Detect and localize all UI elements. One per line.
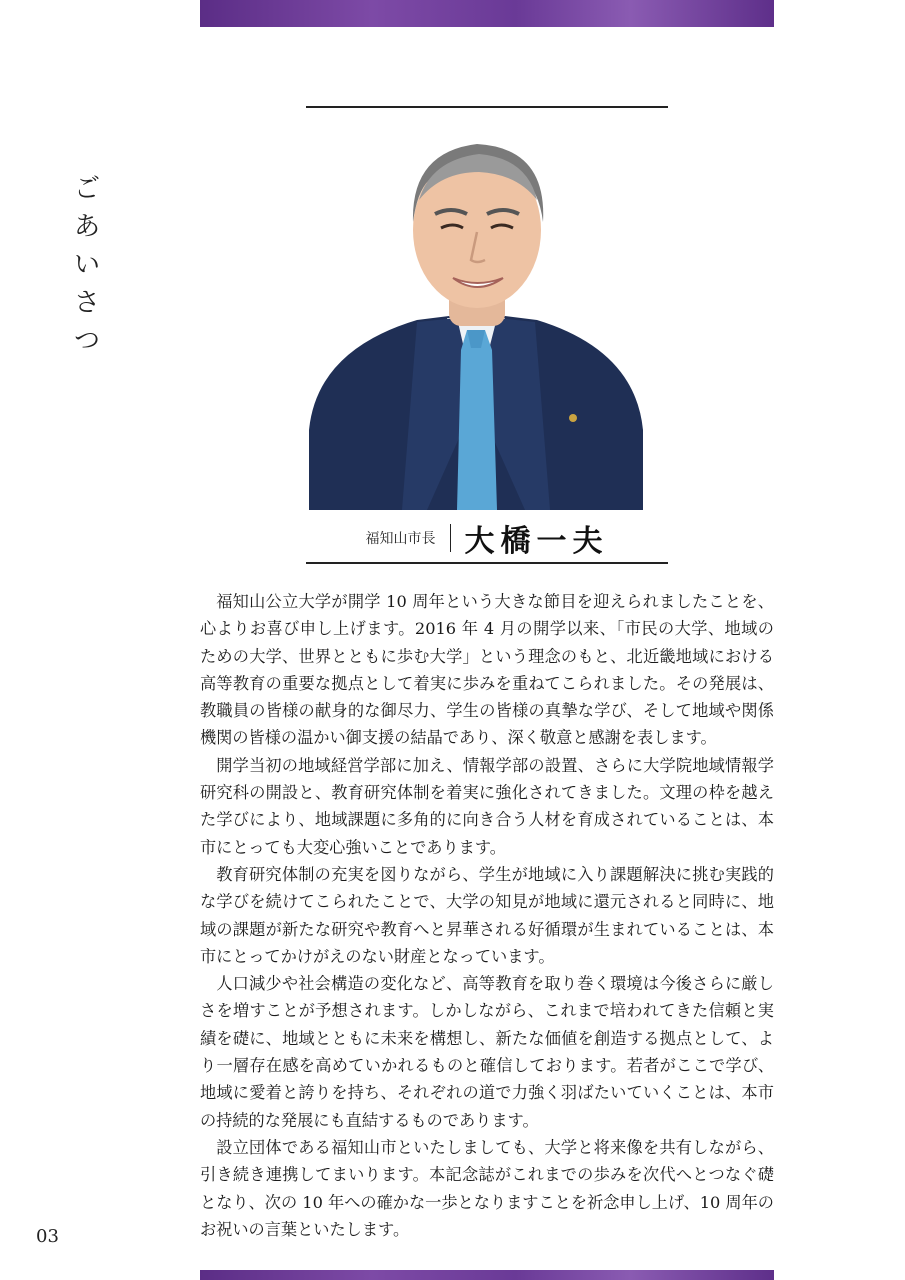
heading-char: あ bbox=[73, 212, 100, 242]
greeting-body bbox=[200, 588, 774, 1243]
paragraph: 教育研究体制の充実を図りながら、学生が地域に入り課題解決に挑む実践的な学びを続けてこられたことで、大学の知見が地域に還元されると同時に、地域の課題が新たな研究や教育へと昇華される好循環が生まれていることは、本市にとってかけがえのない財産となっています。 bbox=[200, 864, 774, 966]
heading-char: ご bbox=[73, 174, 100, 204]
bottom-decorative-band bbox=[200, 1270, 774, 1280]
top-divider bbox=[306, 106, 668, 108]
heading-char: い bbox=[73, 250, 100, 280]
caption-separator bbox=[450, 524, 451, 552]
paragraph: 福知山公立大学が開学 10 周年という大きな節目を迎えられましたことを、心よりお喜び申し上げます。2016 年 4 月の開学以来、「市民の大学、地域のための大学、世界とともに歩む大学」という理念のもと、北近畿地域における高等教育の重要な拠点として着実に歩みを重ねてこられました。その発展は、教職員の皆様の献身的な御尽力、学生の皆様の真摯な学び、そして地域や関係機関の皆様の温かい御支援の結晶であり、深く敬意と感謝を表します。 bbox=[200, 592, 774, 748]
mayor-portrait-photo bbox=[307, 130, 645, 510]
page-number: 03 bbox=[36, 1226, 59, 1247]
paragraph: 開学当初の地域経営学部に加え、情報学部の設置、さらに大学院地域情報学研究科の開設と、教育研究体制を着実に強化されてきました。文理の枠を越えた学びにより、地域課題に多角的に向き合う人材を育成されていることは、本市にとっても大変心強いことであります。 bbox=[200, 755, 774, 857]
portrait-caption bbox=[306, 516, 668, 560]
portrait-illustration bbox=[307, 130, 645, 510]
paragraph: 設立団体である福知山市といたしましても、大学と将来像を共有しながら、引き続き連携してまいります。本記念誌がこれまでの歩みを次代へとつなぐ礎となり、次の 10 年への確かな一歩となりますことを祈念申し上げ、10 周年のお祝いの言葉といたします。 bbox=[200, 1137, 774, 1239]
paragraph: 人口減少や社会構造の変化など、高等教育を取り巻く環境は今後さらに厳しさを増すことが予想されます。しかしながら、これまで培われてきた信頼と実績を礎に、地域とともに未来を構想し、新たな価値を創造する拠点として、より一層存在感を高めていかれるものと確信しております。若者がここで学び、地域に愛着と誇りを持ち、それぞれの道で力強く羽ばたいていくことは、本市の持続的な発展にも直結するものであります。 bbox=[200, 974, 774, 1130]
top-decorative-band bbox=[200, 0, 774, 27]
heading-char: つ bbox=[73, 326, 100, 356]
heading-char: さ bbox=[73, 288, 100, 318]
mayor-title: 福知山市長 bbox=[365, 531, 436, 547]
mayor-name: 大橋一夫 bbox=[464, 524, 609, 559]
page-heading bbox=[72, 170, 102, 360]
caption-divider bbox=[306, 562, 668, 564]
